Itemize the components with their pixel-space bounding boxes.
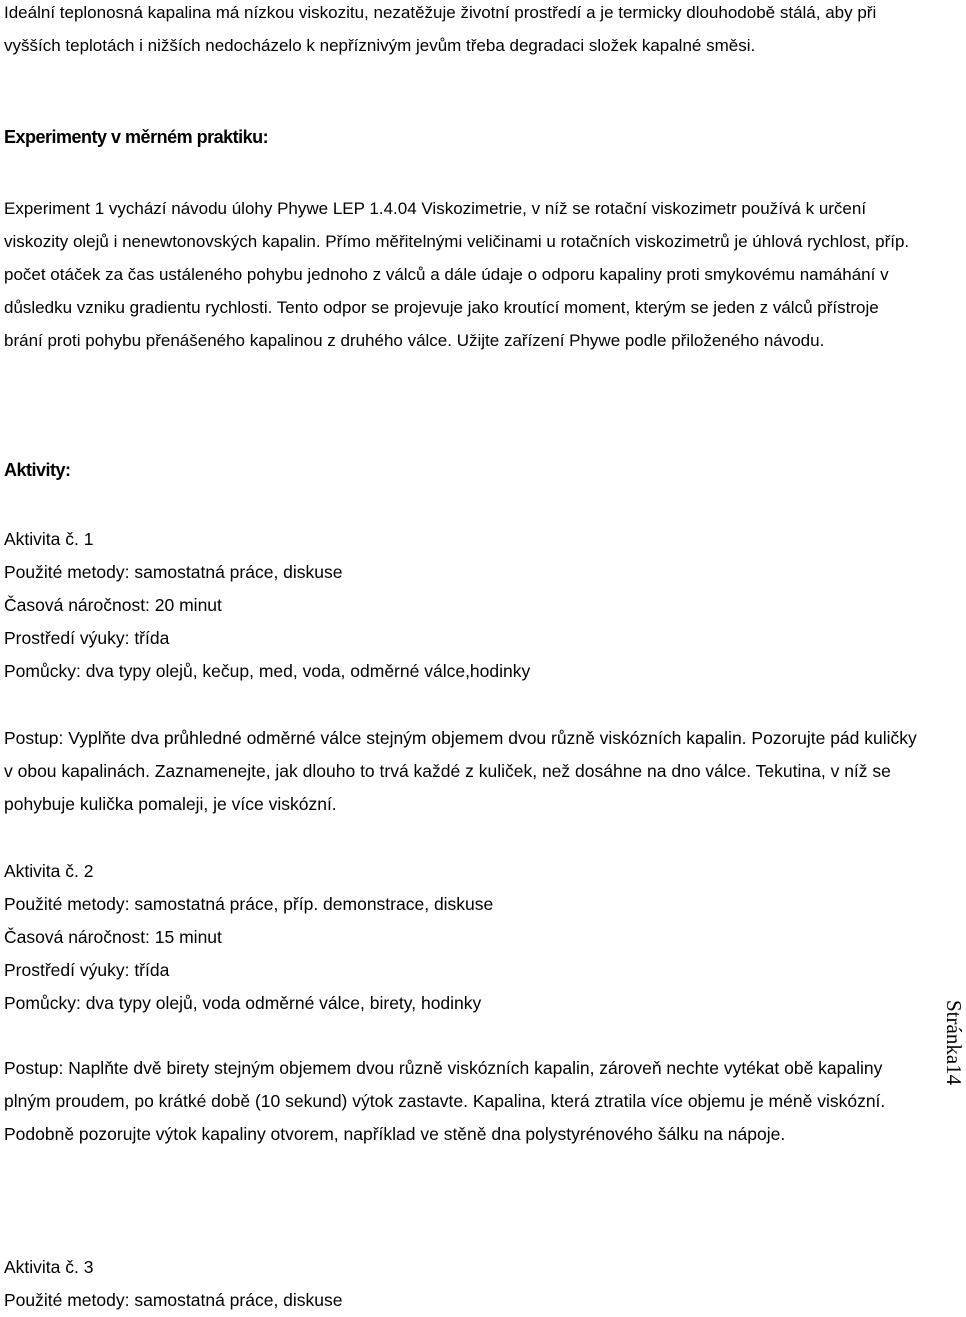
activity-environment: Prostředí výuky: třída — [4, 628, 170, 648]
experiments-heading: Experimenty v měrném praktiku: — [4, 127, 269, 147]
activity-3 — [4, 1251, 922, 1317]
activity-environment: Prostředí výuky: třída — [4, 960, 170, 980]
activity-1 — [4, 523, 922, 688]
activity-tools: Pomůcky: dva typy olejů, voda odměrné válce, birety, hodinky — [4, 993, 482, 1013]
intro-paragraph: Ideální teplonosná kapalina má nízkou viskozitu, nezatěžuje životní prostředí a je termicky dlouhodobě stálá, aby při vyšších teplotách i nižších nedocházelo k nepříznivým jevům třeba degradaci složek kapalné směsi. — [4, 3, 877, 55]
activity-title: Aktivita č. 3 — [4, 1257, 94, 1277]
activity-title: Aktivita č. 2 — [4, 861, 94, 881]
activity-time: Časová náročnost: 20 minut — [4, 595, 222, 615]
activity-1-procedure: Postup: Vyplňte dva průhledné odměrné válce stejným objemem dvou různě viskózních kapalin. Pozorujte pád kuličky v obou kapalinách. Zaznamenejte, jak dlouho to trvá každé z kuliček, než dosáhne na dno válce. Tekutina, v níž se pohybuje kulička pomaleji, je více viskózní. — [4, 728, 917, 814]
activity-2 — [4, 855, 922, 1020]
activity-methods: Použité metody: samostatná práce, diskuse — [4, 562, 343, 582]
activity-methods: Použité metody: samostatná práce, příp. demonstrace, diskuse — [4, 894, 494, 914]
activity-tools: Pomůcky: dva typy olejů, kečup, med, voda, odměrné válce,hodinky — [4, 661, 531, 681]
activity-2-procedure: Postup: Naplňte dvě birety stejným objemem dvou různě viskózních kapalin, zároveň nechte vytékat obě kapaliny plným proudem, po krátké době (10 sekund) výtok zastavte. Kapalina, která ztratila více objemu je méně viskózní. Podobně pozorujte výtok kapaliny otvorem, například ve stěně dna polystyrénového šálku na nápoje. — [4, 1058, 886, 1144]
activity-time: Časová náročnost: 15 minut — [4, 927, 222, 947]
activity-title: Aktivita č. 1 — [4, 529, 94, 549]
activities-heading: Aktivity: — [4, 460, 71, 480]
experiments-paragraph: Experiment 1 vychází návodu úlohy Phywe LEP 1.4.04 Viskozimetrie, v níž se rotační viskozimetr používá k určení viskozity olejů i nenewtonovských kapalin. Přímo měřitelnými veličinami u rotačních viskozimetrů je úhlová rychlost, příp. počet otáček za čas ustáleného pohybu jednoho z válců a dále údaje o odporu kapaliny proti smykovému namáhání v důsledku vzniku gradientu rychlosti. Tento odpor se projevuje jako kroutící moment, kterým se jeden z válců přístroje brání proti pohybu přenášeného kapalinou z druhého válce. Užijte zařízení Phywe podle přiloženého návodu. — [4, 199, 910, 350]
activity-methods: Použité metody: samostatná práce, diskuse — [4, 1290, 343, 1310]
page-number-label: Stránka14 — [942, 1000, 966, 1086]
